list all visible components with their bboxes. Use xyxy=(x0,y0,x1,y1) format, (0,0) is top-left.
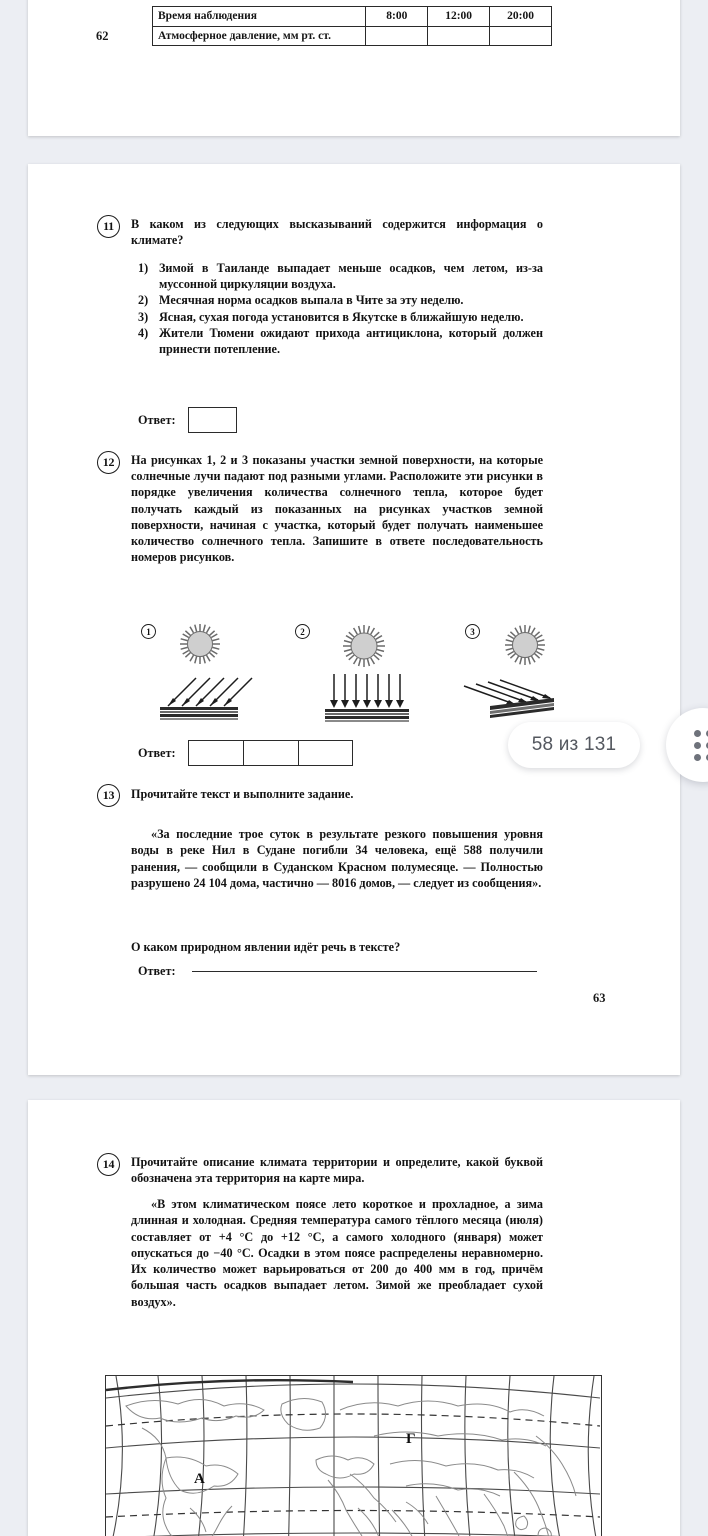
table-row xyxy=(153,7,552,27)
option-item[interactable] xyxy=(138,260,543,292)
option-item[interactable] xyxy=(138,309,543,325)
answer-label: Ответ: xyxy=(138,745,176,760)
answer-input-q12[interactable] xyxy=(188,740,353,766)
option-text: Месячная норма осадков выпала в Чите за эту неделю. xyxy=(159,293,464,308)
table-cell-label: Время наблюдения xyxy=(153,7,366,27)
question-13-prompt: Прочитайте текст и выполните задание. xyxy=(131,787,354,801)
map-label-g: Г xyxy=(406,1431,416,1447)
document-page-62 xyxy=(28,0,680,136)
page-indicator[interactable]: 58 из 131 xyxy=(508,722,640,768)
option-text: Ясная, сухая погода установится в Якутске в ближайшую неделю. xyxy=(159,309,524,324)
figure-1-number: 1 xyxy=(141,624,156,639)
question-14-passage: «В этом климатическом поясе лето короткое и прохладное, а зима длинная и холодная. Средняя температура самого тёплого месяца (июля) составляет от +4 °С до +12 °С, а самого холодного (января) может опускаться до −40 °С. Осадки в этом поясе распределены неравномерно. Их количество может варьироваться от 200 до 400 мм в год, причём большая часть осадков выпадает летом. Зимой же преобладает сухой воздух». xyxy=(131,1197,543,1309)
question-11-prompt: В каком из следующих высказываний содержится информация о климате? xyxy=(131,217,543,248)
answer-cell-3[interactable] xyxy=(298,740,353,766)
world-map xyxy=(105,1375,602,1536)
question-12-prompt: На рисунках 1, 2 и 3 показаны участки земной поверхности, на которые солнечные лучи падают под разными углами. Расположите эти рисунки в порядке увеличения количества солнечного тепла, которое будет получать каждый из показанных на рисунках участков земной поверхности, начиная с участка, который будет получать наименьшее количество солнечного тепла. Запишите в ответе последовательность номеров рисунков. xyxy=(131,453,543,565)
table-cell-value: 12:00 xyxy=(428,7,490,27)
table-cell-blank xyxy=(366,26,428,46)
option-marker: 1) xyxy=(138,261,149,275)
table-cell-label: Атмосферное давление, мм рт. ст. xyxy=(153,26,366,46)
question-13-subquestion: О каком природном явлении идёт речь в тексте? xyxy=(131,940,401,954)
table-cell-blank xyxy=(428,26,490,46)
grid-dots-icon xyxy=(694,730,708,761)
figure-1-graphic xyxy=(138,622,318,732)
answer-label: Ответ: xyxy=(138,412,176,427)
question-number-14: 14 xyxy=(97,1153,120,1176)
question-13-answer-row xyxy=(138,964,537,979)
answer-input-q11[interactable] xyxy=(188,407,237,433)
page-number-63: 63 xyxy=(593,991,606,1005)
question-12-answer-row xyxy=(138,740,353,766)
question-13-passage: «За последние трое суток в результате резкого повышения уровня воды в реке Нил в Судане погибли 34 человека, ещё 588 получили ранения, — сообщили в Суданском Красном полумесяце. — Полностью разрушено 24 104 дома, частично — 8016 домов, — следует из сообщения». xyxy=(131,827,543,890)
question-11-answer-row xyxy=(138,407,237,433)
world-map-graphic xyxy=(106,1376,600,1536)
document-page-64 xyxy=(28,1100,680,1536)
figure-1 xyxy=(138,622,318,732)
option-marker: 4) xyxy=(138,325,149,340)
question-14-prompt: Прочитайте описание климата территории и определите, какой буквой обозначена эта территория на карте мира. xyxy=(131,1155,543,1186)
figure-2-graphic xyxy=(292,622,472,732)
table-cell-value: 8:00 xyxy=(366,7,428,27)
page-number-62: 62 xyxy=(96,29,109,43)
figure-2-number: 2 xyxy=(295,624,310,639)
observation-table xyxy=(152,6,552,46)
table-row xyxy=(153,26,552,46)
answer-cell-1[interactable] xyxy=(188,740,243,766)
option-marker: 3) xyxy=(138,309,149,324)
answer-input-q13[interactable] xyxy=(192,971,537,972)
option-text: Зимой в Таиланде выпадает меньше осадков, чем летом, из-за муссонной циркуляции воздуха. xyxy=(159,261,543,292)
answer-label: Ответ: xyxy=(138,964,176,978)
option-item[interactable] xyxy=(138,325,543,357)
table-cell-blank xyxy=(490,26,552,46)
figure-2 xyxy=(292,622,472,732)
figure-3-graphic xyxy=(462,622,652,732)
table-cell-value: 20:00 xyxy=(490,7,552,27)
question-number-13: 13 xyxy=(97,784,120,807)
option-text: Жители Тюмени ожидают прихода антициклона, который должен принести потепление. xyxy=(159,325,543,357)
map-label-a: А xyxy=(194,1471,205,1487)
document-page-63 xyxy=(28,164,680,1075)
option-item[interactable] xyxy=(138,292,543,308)
option-marker: 2) xyxy=(138,293,149,308)
figure-3-number: 3 xyxy=(465,624,480,639)
question-number-11: 11 xyxy=(97,215,120,238)
answer-cell-2[interactable] xyxy=(243,740,298,766)
figure-3 xyxy=(462,622,652,732)
question-number-12: 12 xyxy=(97,451,120,474)
